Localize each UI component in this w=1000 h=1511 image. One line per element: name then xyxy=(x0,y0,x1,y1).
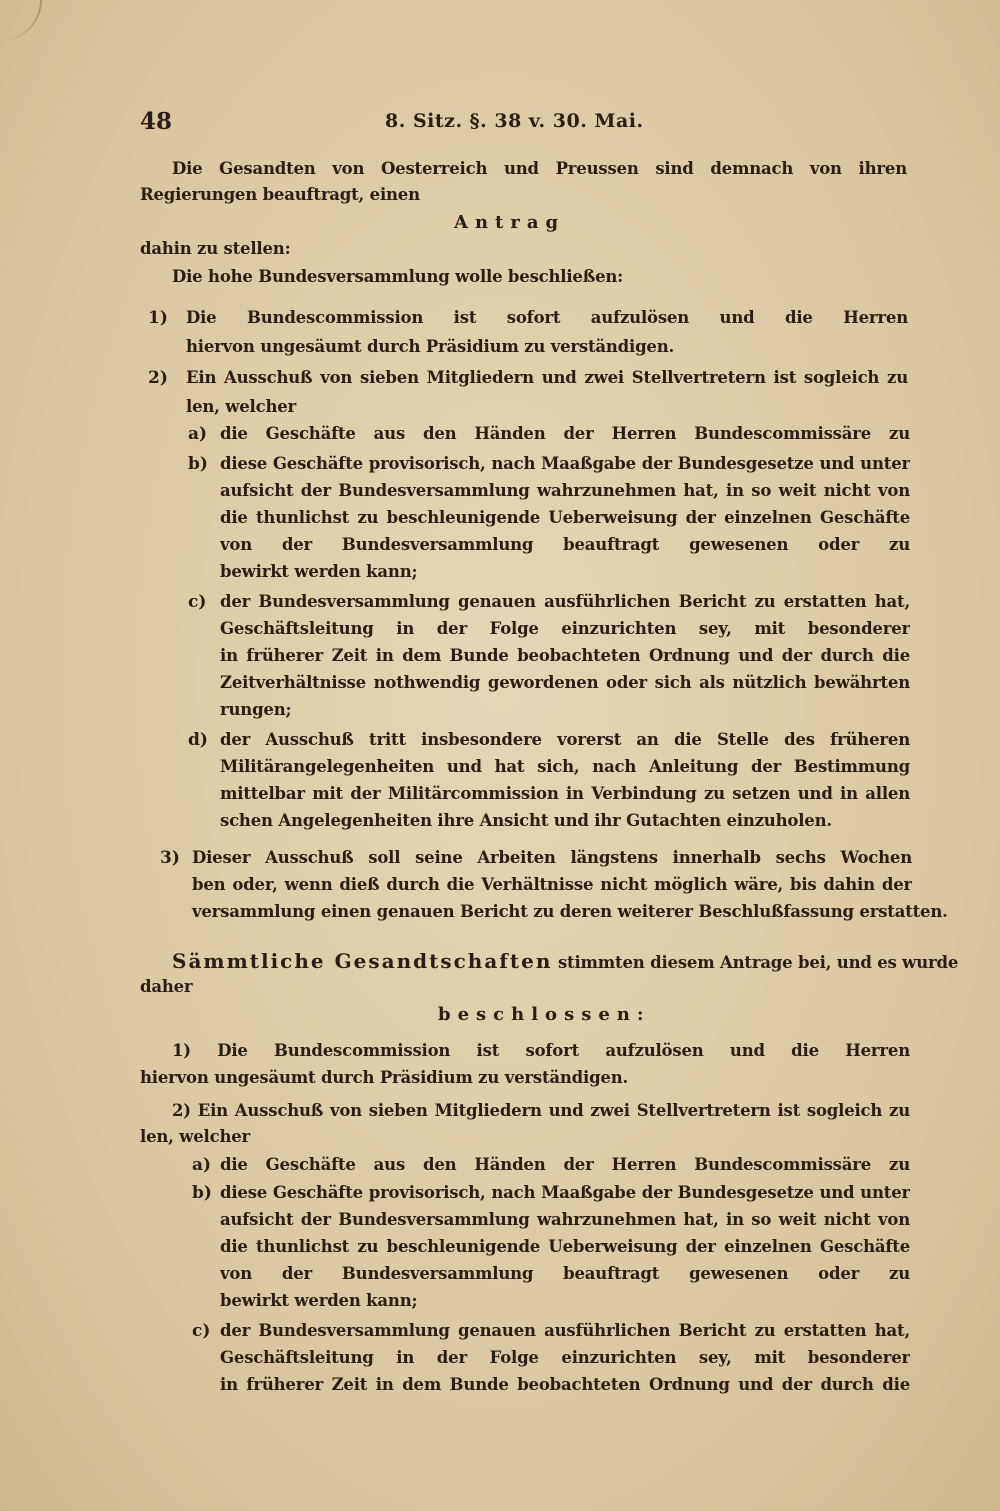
intro-line-2: Regierungen beauftragt, einen xyxy=(140,185,420,204)
item-number-1: 1) xyxy=(148,308,168,328)
antrag-heading: Antrag xyxy=(454,212,566,233)
resolution-intro xyxy=(172,950,958,974)
resolution-subitem-b-line-2: aufsicht der Bundesversammlung wahrzunehmen hat, in so weit nicht von xyxy=(220,1210,910,1229)
resolution-subitem-c-line-3: in früherer Zeit in dem Bunde beobachteten Ordnung und der durch die xyxy=(220,1375,910,1394)
subitem-c-line-4: Zeitverhältnisse nothwendig gewordenen oder sich als nützlich bewährten xyxy=(220,673,910,692)
subitem-b-line-4: von der Bundesversammlung beauftragt gewesenen oder zu xyxy=(220,535,910,554)
subitem-a-label: a) xyxy=(188,424,208,444)
resolution-subitem-b-line-1: diese Geschäfte provisorisch, nach Maaßgabe der Bundesgesetze und unter xyxy=(220,1183,910,1202)
item-1-line-1: Die Bundescommission ist sofort aufzulösen und die Herren xyxy=(186,308,908,327)
page-number: 48 xyxy=(140,108,173,135)
resolution-subitem-a-line-1: die Geschäfte aus den Händen der Herren Bundescommissäre zu xyxy=(220,1155,910,1174)
resolution-subitem-b-label: b) xyxy=(192,1183,212,1203)
subitem-d-line-3: mittelbar mit der Militärcommission in Verbindung zu setzen und in allen xyxy=(220,784,910,803)
intro-line-1: Die Gesandten von Oesterreich und Preussen sind demnach von ihren xyxy=(172,159,907,178)
resolution-2-line-1: 2) Ein Ausschuß von sieben Mitgliedern und zwei Stellvertretern ist sogleich zu xyxy=(172,1101,910,1120)
resolution-1-line-2: hiervon ungesäumt durch Präsidium zu verständigen. xyxy=(140,1068,629,1087)
running-head: 8. Sitz. §. 38 v. 30. Mai. xyxy=(385,110,644,132)
resolution-1-line-1: 1) Die Bundescommission ist sofort aufzulösen und die Herren xyxy=(172,1041,910,1060)
item-2-line-1: Ein Ausschuß von sieben Mitgliedern und zwei Stellvertretern ist sogleich zu xyxy=(186,368,908,387)
subitem-c-line-2: Geschäftsleitung in der Folge einzurichten sey, mit besonderer xyxy=(220,619,910,638)
resolution-subitem-c-label: c) xyxy=(192,1321,211,1341)
subitem-d-label: d) xyxy=(188,730,208,750)
resolution-subitem-c-line-1: der Bundesversammlung genauen ausführlichen Bericht zu erstatten hat, xyxy=(220,1321,910,1340)
subitem-d-line-2: Militärangelegenheiten und hat sich, nach Anleitung der Bestimmung xyxy=(220,757,910,776)
resolution-subitem-a-label: a) xyxy=(192,1155,212,1175)
subitem-a-line-1: die Geschäfte aus den Händen der Herren Bundescommissäre zu xyxy=(220,424,910,443)
subitem-b-line-3: die thunlichst zu beschleunigende Ueberweisung der einzelnen Geschäfte xyxy=(220,508,910,527)
resolution-subitem-b-line-4: von der Bundesversammlung beauftragt gewesenen oder zu xyxy=(220,1264,910,1283)
item-number-3: 3) xyxy=(160,848,180,868)
item-3-line-1: Dieser Ausschuß soll seine Arbeiten längstens innerhalb sechs Wochen xyxy=(192,848,912,867)
intro-line-4: Die hohe Bundesversammlung wolle beschließen: xyxy=(172,267,624,286)
subitem-d-line-4: schen Angelegenheiten ihre Ansicht und ihr Gutachten einzuholen. xyxy=(220,811,832,830)
subitem-c-line-1: der Bundesversammlung genauen ausführlichen Bericht zu erstatten hat, xyxy=(220,592,910,611)
resolution-subitem-b-line-5: bewirkt werden kann; xyxy=(220,1291,418,1310)
beschlossen-heading: beschlossen: xyxy=(438,1004,651,1025)
item-1-line-2: hiervon ungesäumt durch Präsidium zu verständigen. xyxy=(186,337,675,356)
subitem-b-line-5: bewirkt werden kann; xyxy=(220,562,418,581)
resolution-intro-rest: stimmten diesem Antrage bei, und es wurde xyxy=(557,953,959,972)
subitem-b-line-1: diese Geschäfte provisorisch, nach Maaßgabe der Bundesgesetze und unter xyxy=(220,454,910,473)
subitem-d-line-1: der Ausschuß tritt insbesondere vorerst an die Stelle des früheren xyxy=(220,730,910,749)
intro-line-3: dahin zu stellen: xyxy=(140,239,291,258)
resolution-intro-spaced: Sämmtliche Gesandtschaften xyxy=(172,949,553,973)
resolution-2-line-2: len, welcher xyxy=(140,1127,251,1146)
item-3-line-2: ben oder, wenn dieß durch die Verhältnisse nicht möglich wäre, bis dahin der xyxy=(192,875,912,894)
resolution-subitem-c-line-2: Geschäftsleitung in der Folge einzurichten sey, mit besonderer xyxy=(220,1348,910,1367)
subitem-c-label: c) xyxy=(188,592,207,612)
subitem-c-line-5: rungen; xyxy=(220,700,292,719)
subitem-b-label: b) xyxy=(188,454,208,474)
page-corner-fold xyxy=(0,0,42,40)
subitem-b-line-2: aufsicht der Bundesversammlung wahrzunehmen hat, in so weit nicht von xyxy=(220,481,910,500)
item-2-line-2: len, welcher xyxy=(186,397,297,416)
resolution-intro-line-2: daher xyxy=(140,977,193,996)
item-number-2: 2) xyxy=(148,368,168,388)
item-3-line-3: versammlung einen genauen Bericht zu deren weiterer Beschlußfassung erstatten. xyxy=(192,902,948,921)
subitem-c-line-3: in früherer Zeit in dem Bunde beobachteten Ordnung und der durch die xyxy=(220,646,910,665)
resolution-subitem-b-line-3: die thunlichst zu beschleunigende Ueberweisung der einzelnen Geschäfte xyxy=(220,1237,910,1256)
